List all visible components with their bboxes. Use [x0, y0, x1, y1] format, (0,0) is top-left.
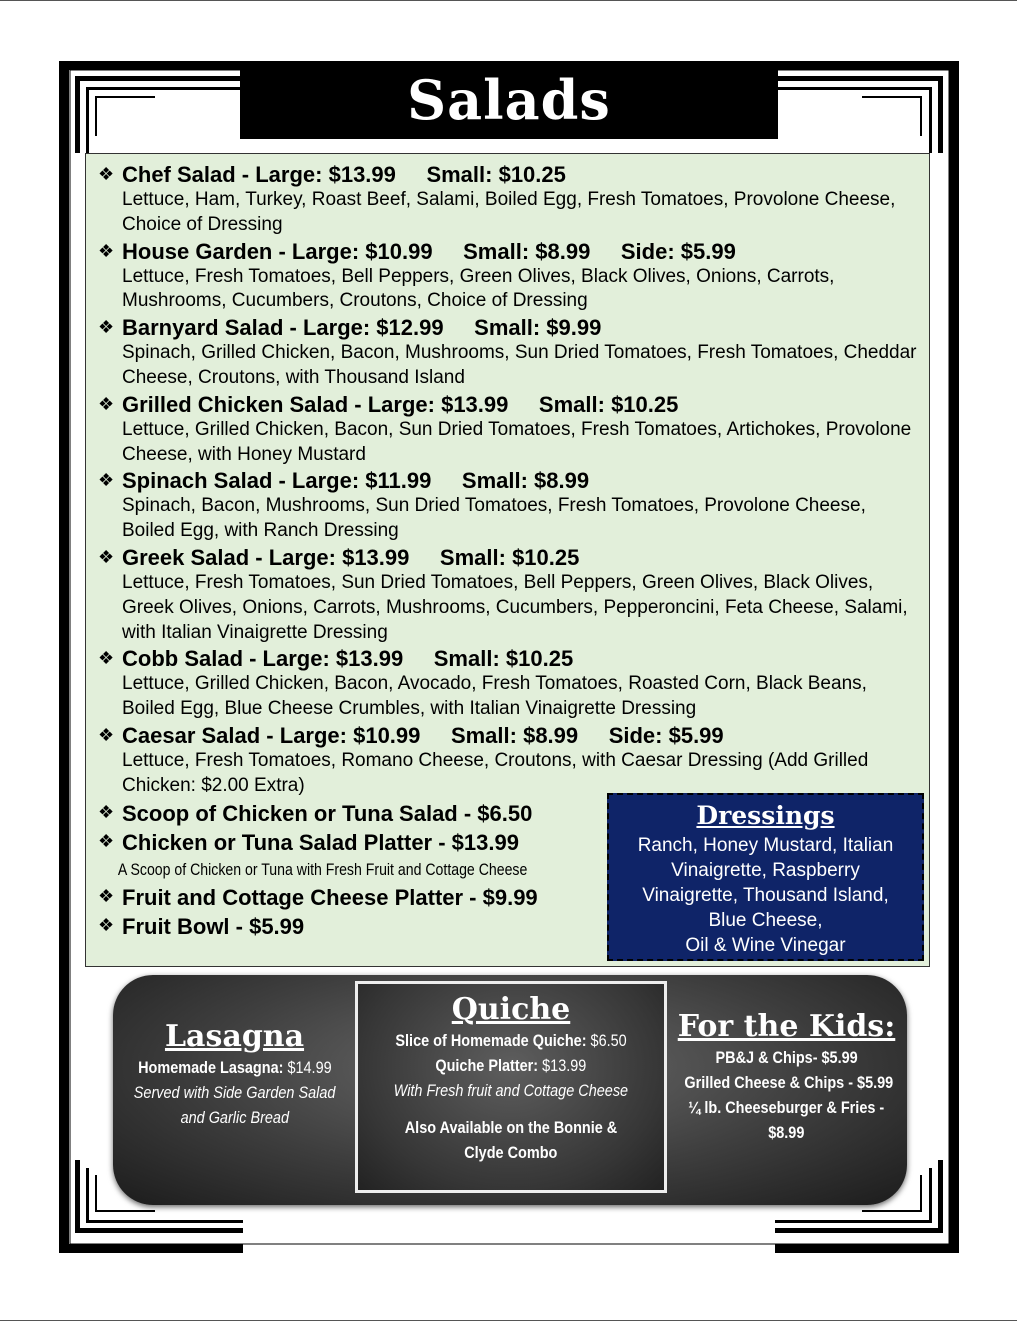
- kids-item: Grilled Cheese & Chips - $5.99: [684, 1073, 894, 1092]
- list-item: [98, 238, 928, 315]
- lasagna-label: Homemade Lasagna:: [137, 1058, 284, 1077]
- bullet-icon: ❖: [98, 885, 115, 906]
- item-description: Lettuce, Fresh Tomatoes, Romano Cheese, Croutons, with Caesar Dressing (Add Grilled Chicken: $2.00 Extra): [122, 749, 869, 796]
- bullet-icon: ❖: [98, 801, 115, 822]
- item-name: Caesar Salad - Large: $10.99 Small: $8.99 Side: $5.99: [122, 722, 724, 748]
- item-description: Lettuce, Grilled Chicken, Bacon, Avocado, Fresh Tomatoes, Roasted Corn, Black Beans, Boiled Egg, Blue Cheese Crumbles, with Italian Vinaigrette Dressing: [122, 673, 867, 720]
- frame-left-bar: [59, 61, 69, 1253]
- quiche-title: Quiche: [451, 992, 571, 1027]
- dressing-line: Vinaigrette, Raspberry: [671, 860, 860, 881]
- dressing-line: Ranch, Honey Mustard, Italian: [637, 835, 894, 856]
- bullet-icon: ❖: [98, 546, 115, 567]
- quiche-combo-line: Clyde Combo: [464, 1143, 558, 1162]
- dressings-title: Dressings: [696, 801, 835, 830]
- lasagna-section: [113, 1019, 356, 1130]
- list-item: [98, 467, 928, 544]
- lasagna-price: $14.99: [283, 1058, 332, 1077]
- bullet-icon: ❖: [98, 914, 115, 935]
- quiche-section: [358, 992, 664, 1165]
- item-description: Lettuce, Fresh Tomatoes, Bell Peppers, Green Olives, Black Olives, Onions, Carrots, Mushrooms, Cucumbers, Croutons, Choice of Dressing: [122, 265, 835, 312]
- bullet-icon: ❖: [98, 317, 115, 338]
- item-description: Lettuce, Ham, Turkey, Roast Beef, Salami, Boiled Egg, Fresh Tomatoes, Provolone Cheese, Choice of Dressing: [122, 189, 896, 235]
- quiche-box: [355, 981, 667, 1193]
- title-banner: [240, 61, 778, 139]
- bullet-icon: ❖: [98, 393, 115, 414]
- item-description: Spinach, Bacon, Mushrooms, Sun Dried Tomatoes, Fresh Tomatoes, Provolone Cheese, Boiled Egg, with Ranch Dressing: [122, 495, 866, 542]
- list-item: [98, 391, 928, 468]
- quiche-platter-label: Quiche Platter:: [435, 1056, 539, 1075]
- item-note: A Scoop of Chicken or Tuna with Fresh Fruit and Cottage Cheese: [117, 859, 528, 879]
- item-description: Lettuce, Fresh Tomatoes, Sun Dried Tomatoes, Bell Peppers, Green Olives, Black Olives, Greek Olives, Onions, Carrots, Mushrooms, Cucumbers, Pepperoncini, Feta Cheese, Salami, with Italian Vinaigrette Dressing: [122, 571, 908, 643]
- quiche-slice-price: $6.50: [586, 1031, 627, 1050]
- bullet-icon: ❖: [98, 164, 115, 184]
- item-name: Grilled Chicken Salad - Large: $13.99 Small: $10.25: [122, 391, 679, 417]
- item-name: Fruit Bowl - $5.99: [122, 913, 305, 939]
- bullet-icon: ❖: [98, 724, 115, 745]
- kids-item: PB&J & Chips- $5.99: [715, 1048, 858, 1067]
- frame-right-bar: [949, 61, 959, 1253]
- quiche-platter-price: $13.99: [538, 1056, 587, 1075]
- item-description: Lettuce, Grilled Chicken, Bacon, Sun Dried Tomatoes, Fresh Tomatoes, Artichokes, Provolone Cheese, with Honey Mustard: [122, 418, 912, 465]
- list-item: [98, 544, 928, 645]
- list-item: [98, 645, 928, 722]
- item-name: Chicken or Tuna Salad Platter - $13.99: [122, 829, 519, 855]
- item-name: Barnyard Salad - Large: $12.99 Small: $9.99: [122, 315, 602, 341]
- page-title: Salads: [407, 68, 611, 132]
- lasagna-title: Lasagna: [164, 1019, 305, 1054]
- bullet-icon: ❖: [98, 470, 115, 491]
- kids-section: [666, 1009, 907, 1145]
- list-item: [98, 722, 928, 799]
- item-name: Spinach Salad - Large: $11.99 Small: $8.99: [122, 468, 590, 494]
- bullet-icon: ❖: [98, 830, 115, 851]
- item-name: Greek Salad - Large: $13.99 Small: $10.25: [122, 544, 580, 570]
- quiche-platter-note: With Fresh fruit and Cottage Cheese: [393, 1081, 629, 1100]
- item-name: House Garden - Large: $10.99 Small: $8.99 Side: $5.99: [122, 238, 736, 264]
- quiche-slice-label: Slice of Homemade Quiche:: [395, 1031, 587, 1050]
- quiche-combo-line: Also Available on the Bonnie &: [404, 1118, 618, 1137]
- dressing-line: Blue Cheese,: [708, 910, 823, 931]
- item-name: Scoop of Chicken or Tuna Salad - $6.50: [122, 800, 533, 826]
- frame-tl-bar: [59, 61, 240, 70]
- dressings-list: [609, 831, 922, 958]
- list-item: [98, 161, 928, 238]
- bullet-icon: ❖: [98, 240, 115, 261]
- list-item: [98, 314, 928, 391]
- lasagna-bread: and Garlic Bread: [180, 1108, 289, 1127]
- dressing-line: Oil & Wine Vinegar: [685, 935, 846, 956]
- kids-item: ¼ lb. Cheeseburger & Fries -: [688, 1098, 885, 1117]
- dressing-line: Vinaigrette, Thousand Island,: [642, 885, 889, 906]
- lasagna-side: Served with Side Garden Salad: [133, 1083, 336, 1102]
- item-name: Cobb Salad - Large: $13.99 Small: $10.25: [122, 646, 574, 672]
- item-name: Chef Salad - Large: $13.99 Small: $10.25: [122, 162, 566, 187]
- bullet-icon: ❖: [98, 648, 115, 669]
- kids-item: $8.99: [768, 1123, 805, 1142]
- item-description: Spinach, Grilled Chicken, Bacon, Mushrooms, Sun Dried Tomatoes, Fresh Tomatoes, Cheddar Cheese, Croutons, with Thousand Island: [122, 342, 917, 388]
- kids-title: For the Kids:: [677, 1009, 896, 1044]
- dressings-box: [607, 793, 924, 961]
- item-name: Fruit and Cottage Cheese Platter - $9.99: [122, 884, 538, 910]
